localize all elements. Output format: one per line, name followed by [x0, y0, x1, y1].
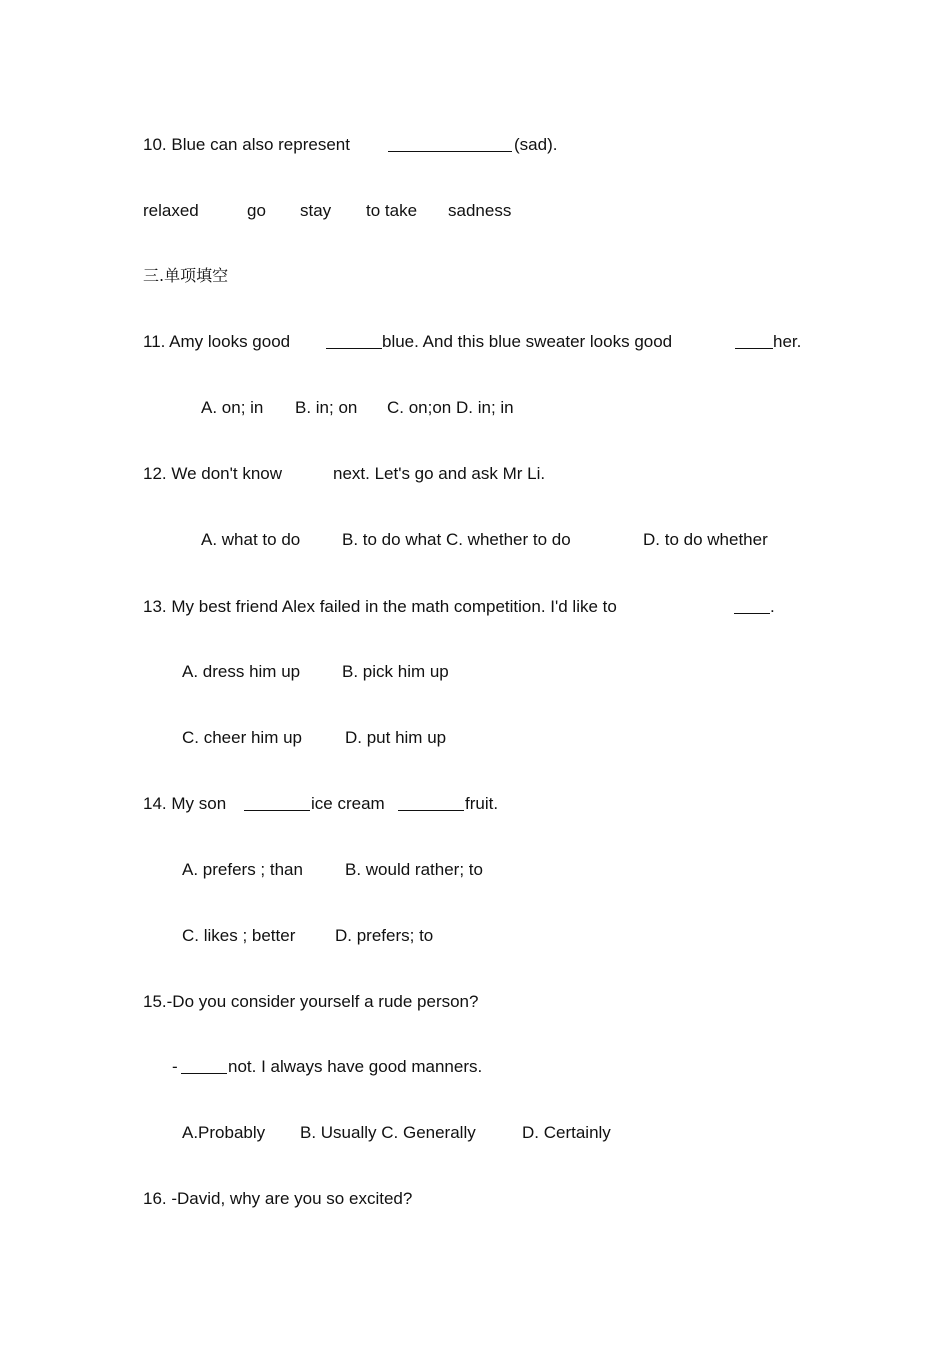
word-bank-go: go	[247, 201, 266, 220]
word-bank-to-take: to take	[366, 201, 418, 220]
section-title: 三.单项填空	[143, 266, 229, 285]
q15-question: 15.-Do you consider yourself a rude person?	[143, 992, 479, 1011]
q14-part1: 14. My son	[143, 794, 227, 813]
q11-option-b[interactable]: B. in; on	[295, 398, 358, 417]
q11-part2: blue. And this blue sweater looks good	[382, 332, 673, 351]
q13-option-b[interactable]: B. pick him up	[342, 662, 449, 681]
q14-part3: fruit.	[465, 794, 499, 813]
q15-answer: not. I always have good manners.	[228, 1057, 483, 1076]
q15-option-a[interactable]: A.Probably	[182, 1123, 266, 1142]
q13-end: .	[770, 597, 775, 616]
word-bank-relaxed: relaxed	[143, 201, 199, 220]
q13-option-a[interactable]: A. dress him up	[182, 662, 301, 681]
q14-blank-2[interactable]	[398, 794, 464, 811]
q12-part2: next. Let's go and ask Mr Li.	[333, 464, 546, 483]
q12-part1: 12. We don't know	[143, 464, 283, 483]
q12-option-d[interactable]: D. to do whether	[643, 530, 768, 549]
q15-option-bc[interactable]: B. Usually C. Generally	[300, 1123, 476, 1142]
q14-part2: ice cream	[311, 794, 385, 813]
q10-blank[interactable]	[388, 135, 512, 152]
q11-part3: her.	[773, 332, 802, 351]
q14-option-b[interactable]: B. would rather; to	[345, 860, 483, 879]
q11-blank-1[interactable]	[326, 332, 382, 349]
q14-option-c[interactable]: C. likes ; better	[182, 926, 296, 945]
q14-option-a[interactable]: A. prefers ; than	[182, 860, 303, 879]
q11-option-a[interactable]: A. on; in	[201, 398, 264, 417]
q15-dash: -	[172, 1057, 178, 1076]
q12-option-a[interactable]: A. what to do	[201, 530, 301, 549]
q14-blank-1[interactable]	[244, 794, 310, 811]
q12-option-bc[interactable]: B. to do what C. whether to do	[342, 530, 571, 549]
q15-option-d[interactable]: D. Certainly	[522, 1123, 611, 1142]
word-bank-sadness: sadness	[448, 201, 512, 220]
q11-option-cd[interactable]: C. on;on D. in; in	[387, 398, 514, 417]
q10-prefix: 10. Blue can also represent	[143, 135, 350, 154]
q11-blank-2[interactable]	[735, 332, 773, 349]
q13-stem: 13. My best friend Alex failed in the math competition. I'd like to	[143, 597, 617, 616]
q13-blank[interactable]	[734, 597, 770, 614]
q13-option-c[interactable]: C. cheer him up	[182, 728, 302, 747]
q10-suffix: (sad).	[514, 135, 558, 154]
q15-blank[interactable]	[181, 1057, 227, 1074]
word-bank-stay: stay	[300, 201, 332, 220]
question-10	[143, 135, 350, 155]
q11-part1: 11. Amy looks good	[143, 332, 291, 351]
q16-question: 16. -David, why are you so excited?	[143, 1189, 413, 1208]
q14-option-d[interactable]: D. prefers; to	[335, 926, 434, 945]
q13-option-d[interactable]: D. put him up	[345, 728, 447, 747]
